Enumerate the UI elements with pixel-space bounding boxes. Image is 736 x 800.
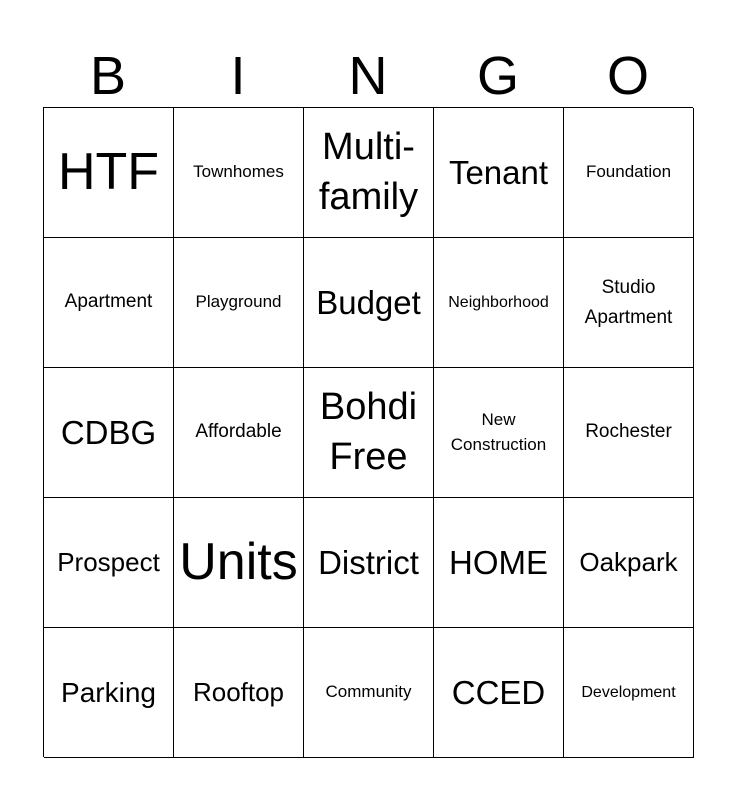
header-letter-g: G: [476, 46, 519, 106]
bingo-cell-r1c4[interactable]: [434, 108, 564, 238]
bingo-cell-r4c3[interactable]: [304, 498, 434, 628]
cell-label: Tenant: [448, 153, 549, 191]
bingo-cell-r4c2[interactable]: [174, 498, 304, 628]
bingo-cell-r1c1[interactable]: [44, 108, 174, 238]
bingo-cell-r3c2[interactable]: [174, 368, 304, 498]
cell-label: Prospect: [57, 546, 160, 577]
cell-label: Rooftop: [192, 676, 285, 707]
header-letter-i: I: [230, 46, 246, 106]
cell-label: Oakpark: [579, 546, 678, 577]
cell-label: HTF: [57, 143, 160, 202]
cell-label: Apartment: [64, 291, 153, 313]
cell-label: District: [318, 543, 419, 581]
header-letter-o: O: [606, 46, 649, 106]
bingo-cell-r2c2[interactable]: [174, 238, 304, 368]
cell-label: Development: [581, 683, 676, 701]
cell-label: Multi-family: [318, 126, 419, 218]
cell-label: Townhomes: [193, 162, 284, 182]
bingo-cell-r3c5[interactable]: [564, 368, 694, 498]
header-letter-b: B: [89, 46, 127, 106]
bingo-header: [43, 44, 693, 108]
bingo-cell-r1c3[interactable]: [304, 108, 434, 238]
cell-label: Parking: [61, 676, 156, 708]
bingo-cell-r3c1[interactable]: [44, 368, 174, 498]
cell-label: New Construction: [450, 409, 547, 454]
cell-label: Units: [179, 533, 298, 592]
bingo-cell-r5c4[interactable]: [434, 628, 564, 758]
cell-label: Playground: [195, 292, 282, 312]
cell-label: CCED: [451, 673, 546, 711]
cell-label: Rochester: [585, 421, 672, 443]
cell-label: Bohdi Free: [319, 386, 418, 478]
bingo-cell-r2c1[interactable]: [44, 238, 174, 368]
bingo-cell-r2c4[interactable]: [434, 238, 564, 368]
bingo-cell-r5c1[interactable]: [44, 628, 174, 758]
cell-label: Studio Apartment: [584, 277, 673, 328]
cell-label: CDBG: [60, 413, 157, 451]
bingo-cell-r4c5[interactable]: [564, 498, 694, 628]
bingo-cell-r1c5[interactable]: [564, 108, 694, 238]
bingo-cell-r3c4[interactable]: [434, 368, 564, 498]
bingo-cell-r4c1[interactable]: [44, 498, 174, 628]
bingo-cell-r2c5[interactable]: [564, 238, 694, 368]
header-letter-n: N: [348, 46, 388, 106]
bingo-cell-r5c2[interactable]: [174, 628, 304, 758]
cell-label: HOME: [449, 543, 548, 581]
bingo-cell-r1c2[interactable]: [174, 108, 304, 238]
bingo-cell-r5c3[interactable]: [304, 628, 434, 758]
cell-label: Foundation: [585, 162, 672, 182]
bingo-card: [43, 107, 693, 757]
cell-label: Affordable: [195, 421, 282, 443]
bingo-cell-r5c5[interactable]: [564, 628, 694, 758]
cell-label: Neighborhood: [448, 293, 549, 311]
bingo-cell-r3c3[interactable]: [304, 368, 434, 498]
bingo-cell-r4c4[interactable]: [434, 498, 564, 628]
cell-label: Community: [325, 682, 412, 702]
cell-label: Budget: [316, 283, 421, 321]
bingo-cell-r2c3[interactable]: [304, 238, 434, 368]
